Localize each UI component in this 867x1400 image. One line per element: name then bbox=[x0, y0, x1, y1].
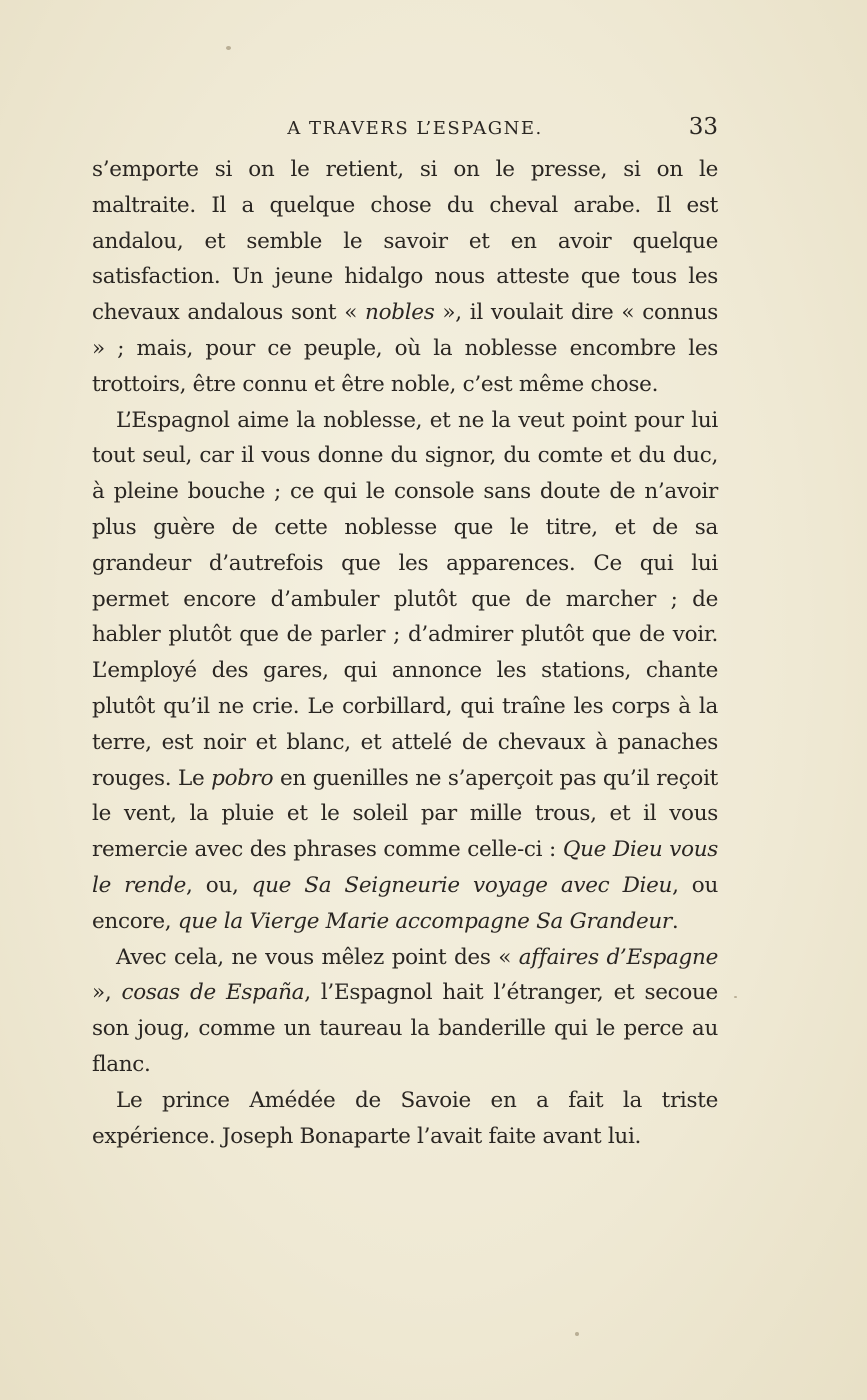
text-run: Avec cela, ne vous mêlez point des « bbox=[116, 944, 519, 970]
paper-speck bbox=[226, 46, 231, 50]
text-run: s’emporte si on le retient, si on le presse, si on le maltraite. Il a quelque chose du cheval arabe. Il est andalou, et semble le savoir et en avoir quelque satisfaction. Un jeune hidalgo nous atteste que tous les chevaux andalous sont « bbox=[92, 157, 718, 326]
paragraph bbox=[92, 1083, 718, 1155]
paragraph bbox=[92, 403, 718, 940]
italic-text: pobro bbox=[211, 765, 274, 791]
text-run: Le prince Amédée de Savoie en a fait la triste expérience. Joseph Bonaparte l’avait faite avant lui. bbox=[92, 1087, 718, 1149]
text-run: , l’Espagnol hait l’étranger, et secoue son joug, comme un taureau la banderille qui le perce au flanc. bbox=[92, 980, 718, 1077]
italic-text: Que Dieu vous le rende bbox=[92, 837, 718, 898]
text-run: , ou, bbox=[186, 872, 252, 898]
paper-speck bbox=[575, 1332, 579, 1336]
text-run: », il voulait dire « connus » ; mais, pour ce peuple, où la noblesse encombre les trottoirs, être connu et être noble, c’est même chose. bbox=[92, 300, 718, 397]
text-run: L’Espagnol aime la noblesse, et ne la veut point pour lui tout seul, car il vous donne du signor, du comte et du duc, à pleine bouche ; ce qui le console sans doute de n’avoir plus guère de cette noblesse que le titre, et de sa grandeur d’autrefois que les apparences. Ce qui lui permet encore d’ambuler plutôt que de marcher ; de habler plutôt que de parler ; d’admirer plutôt que de voir. L’employé des gares, qui annonce les stations, chante plutôt qu’il ne crie. Le corbillard, qui traîne les corps à la terre, est noir et blanc, et attelé de chevaux à panaches rouges. Le bbox=[92, 407, 718, 791]
paragraph bbox=[92, 152, 718, 403]
italic-text: nobles bbox=[365, 300, 435, 326]
running-head bbox=[92, 112, 718, 148]
body-text bbox=[92, 152, 718, 1154]
text-run: , ou encore, bbox=[92, 872, 719, 934]
paragraph bbox=[92, 940, 718, 1083]
text-run: . bbox=[671, 908, 679, 934]
italic-text: que Sa Seigneurie voyage avec Dieu bbox=[251, 872, 673, 898]
running-title: A TRAVERS L’ESPAGNE. bbox=[287, 118, 543, 139]
text-run: », bbox=[92, 980, 122, 1006]
italic-text: que la Vierge Marie accompagne Sa Grandeur bbox=[177, 908, 672, 934]
italic-text: affaires d’Espagne bbox=[518, 944, 718, 970]
italic-text: cosas de España bbox=[121, 980, 305, 1006]
text-run: en guenilles ne s’aperçoit pas qu’il reçoit le vent, la pluie et le soleil par mille trous, et il vous remercie avec des phrases comme celle-ci : bbox=[92, 765, 718, 863]
page-number: 33 bbox=[688, 114, 718, 140]
paper-speck bbox=[734, 996, 737, 998]
